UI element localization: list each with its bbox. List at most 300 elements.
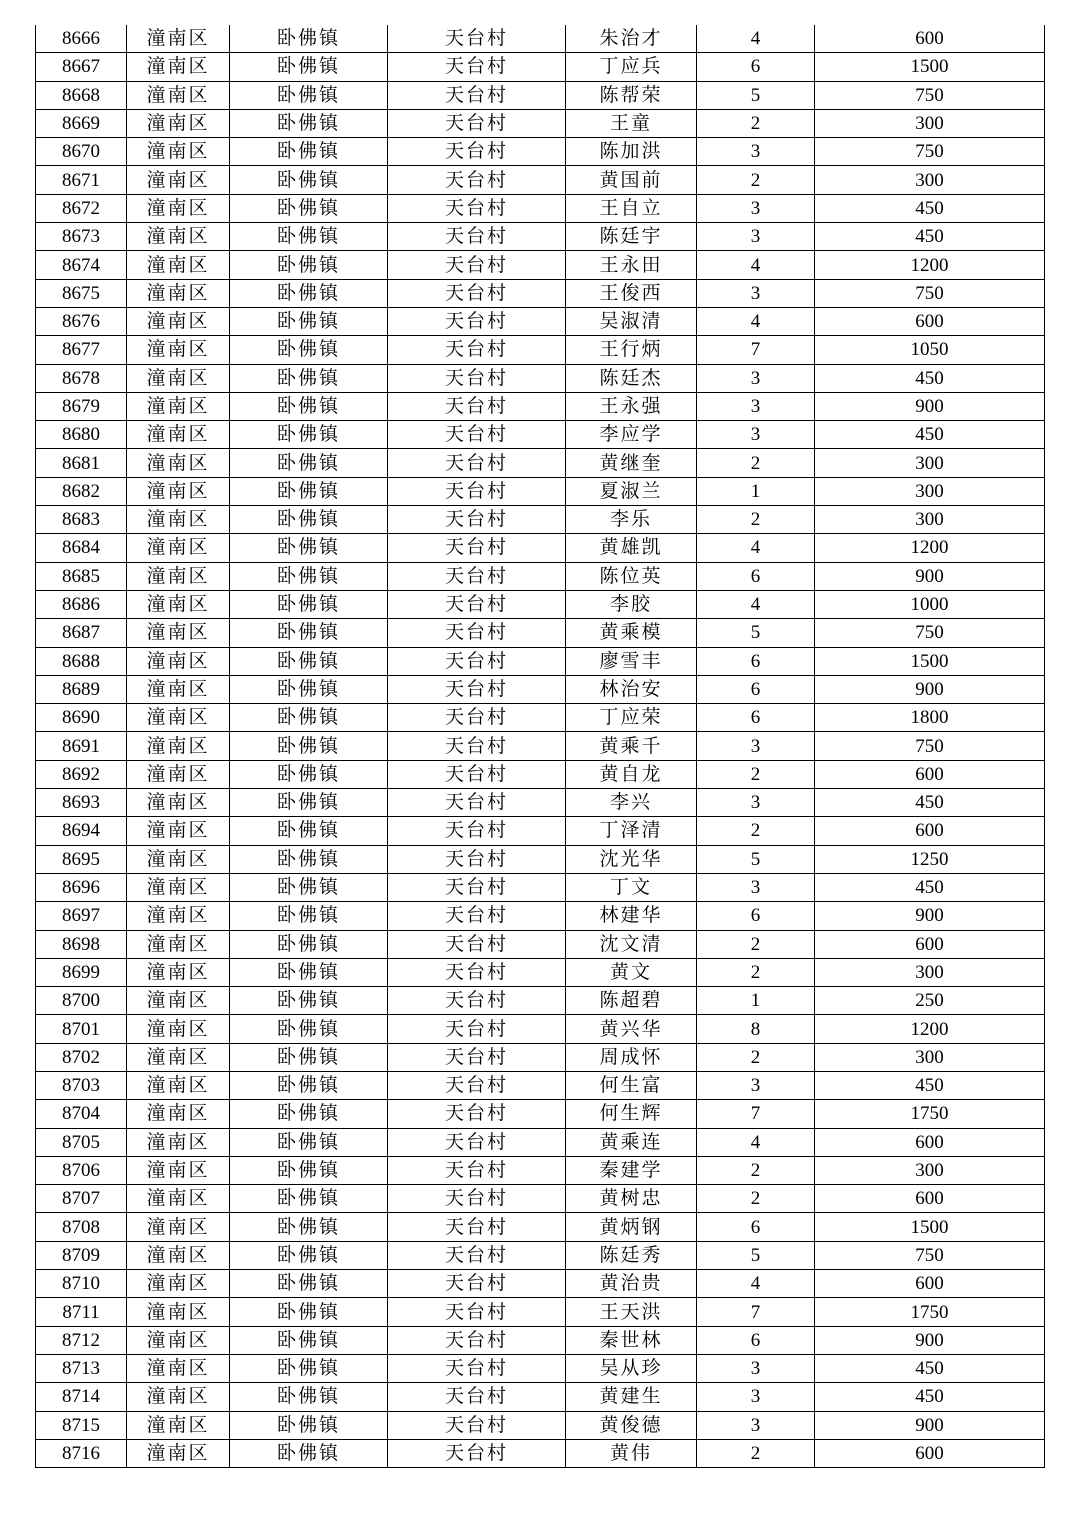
town-cell: 卧佛镇 [230, 647, 388, 675]
table-row [36, 25, 1045, 53]
amount-cell: 1250 [815, 845, 1045, 873]
district-cell: 潼南区 [127, 902, 230, 930]
town-cell: 卧佛镇 [230, 421, 388, 449]
table-row [36, 364, 1045, 392]
town-cell: 卧佛镇 [230, 1411, 388, 1439]
name-cell: 黄炳钢 [566, 1213, 697, 1241]
row-number-cell: 8713 [36, 1354, 127, 1382]
amount-cell: 900 [815, 1411, 1045, 1439]
name-cell: 沈光华 [566, 845, 697, 873]
row-number-cell: 8668 [36, 81, 127, 109]
amount-cell: 750 [815, 81, 1045, 109]
village-cell: 天台村 [388, 1270, 566, 1298]
town-cell: 卧佛镇 [230, 1270, 388, 1298]
town-cell: 卧佛镇 [230, 1156, 388, 1184]
district-cell: 潼南区 [127, 279, 230, 307]
household-size-cell: 3 [697, 1071, 815, 1099]
town-cell: 卧佛镇 [230, 704, 388, 732]
amount-cell: 900 [815, 675, 1045, 703]
household-size-cell: 6 [697, 1326, 815, 1354]
district-cell: 潼南区 [127, 675, 230, 703]
town-cell: 卧佛镇 [230, 194, 388, 222]
name-cell: 王自立 [566, 194, 697, 222]
household-size-cell: 7 [697, 336, 815, 364]
table-row [36, 1100, 1045, 1128]
village-cell: 天台村 [388, 1185, 566, 1213]
district-cell: 潼南区 [127, 1156, 230, 1184]
amount-cell: 300 [815, 1043, 1045, 1071]
village-cell: 天台村 [388, 1213, 566, 1241]
district-cell: 潼南区 [127, 590, 230, 618]
row-number-cell: 8674 [36, 251, 127, 279]
district-cell: 潼南区 [127, 817, 230, 845]
amount-cell: 1500 [815, 53, 1045, 81]
amount-cell: 1500 [815, 647, 1045, 675]
name-cell: 黄伟 [566, 1439, 697, 1467]
row-number-cell: 8696 [36, 873, 127, 901]
table-row [36, 81, 1045, 109]
name-cell: 丁应兵 [566, 53, 697, 81]
table-row [36, 704, 1045, 732]
village-cell: 天台村 [388, 1043, 566, 1071]
town-cell: 卧佛镇 [230, 1071, 388, 1099]
amount-cell: 300 [815, 477, 1045, 505]
village-cell: 天台村 [388, 1383, 566, 1411]
town-cell: 卧佛镇 [230, 562, 388, 590]
amount-cell: 300 [815, 449, 1045, 477]
row-number-cell: 8710 [36, 1270, 127, 1298]
table-row [36, 562, 1045, 590]
village-cell: 天台村 [388, 590, 566, 618]
row-number-cell: 8692 [36, 760, 127, 788]
town-cell: 卧佛镇 [230, 307, 388, 335]
amount-cell: 1750 [815, 1100, 1045, 1128]
name-cell: 黄自龙 [566, 760, 697, 788]
table-row [36, 1185, 1045, 1213]
household-size-cell: 8 [697, 1015, 815, 1043]
amount-cell: 750 [815, 619, 1045, 647]
household-size-cell: 3 [697, 392, 815, 420]
row-number-cell: 8686 [36, 590, 127, 618]
name-cell: 周成怀 [566, 1043, 697, 1071]
table-row [36, 421, 1045, 449]
name-cell: 夏淑兰 [566, 477, 697, 505]
village-cell: 天台村 [388, 958, 566, 986]
household-size-cell: 6 [697, 647, 815, 675]
table-row [36, 675, 1045, 703]
row-number-cell: 8702 [36, 1043, 127, 1071]
table-row [36, 1439, 1045, 1467]
town-cell: 卧佛镇 [230, 987, 388, 1015]
name-cell: 廖雪丰 [566, 647, 697, 675]
table-row [36, 251, 1045, 279]
village-cell: 天台村 [388, 817, 566, 845]
village-cell: 天台村 [388, 1411, 566, 1439]
row-number-cell: 8680 [36, 421, 127, 449]
name-cell: 陈超碧 [566, 987, 697, 1015]
amount-cell: 1500 [815, 1213, 1045, 1241]
district-cell: 潼南区 [127, 336, 230, 364]
name-cell: 王俊西 [566, 279, 697, 307]
household-size-cell: 4 [697, 590, 815, 618]
row-number-cell: 8675 [36, 279, 127, 307]
name-cell: 王天洪 [566, 1298, 697, 1326]
district-cell: 潼南区 [127, 732, 230, 760]
amount-cell: 1800 [815, 704, 1045, 732]
row-number-cell: 8701 [36, 1015, 127, 1043]
town-cell: 卧佛镇 [230, 279, 388, 307]
household-size-cell: 3 [697, 194, 815, 222]
town-cell: 卧佛镇 [230, 336, 388, 364]
district-cell: 潼南区 [127, 449, 230, 477]
row-number-cell: 8690 [36, 704, 127, 732]
amount-cell: 600 [815, 1128, 1045, 1156]
town-cell: 卧佛镇 [230, 873, 388, 901]
row-number-cell: 8670 [36, 138, 127, 166]
household-size-cell: 4 [697, 25, 815, 53]
name-cell: 李兴 [566, 789, 697, 817]
name-cell: 丁应荣 [566, 704, 697, 732]
table-row [36, 1241, 1045, 1269]
table-row [36, 732, 1045, 760]
name-cell: 王永强 [566, 392, 697, 420]
district-cell: 潼南区 [127, 619, 230, 647]
household-size-cell: 4 [697, 251, 815, 279]
amount-cell: 450 [815, 223, 1045, 251]
town-cell: 卧佛镇 [230, 619, 388, 647]
row-number-cell: 8676 [36, 307, 127, 335]
village-cell: 天台村 [388, 562, 566, 590]
village-cell: 天台村 [388, 1015, 566, 1043]
table-row [36, 279, 1045, 307]
name-cell: 王行炳 [566, 336, 697, 364]
village-cell: 天台村 [388, 534, 566, 562]
amount-cell: 450 [815, 1383, 1045, 1411]
village-cell: 天台村 [388, 109, 566, 137]
table-row [36, 789, 1045, 817]
name-cell: 黄乘模 [566, 619, 697, 647]
name-cell: 林治安 [566, 675, 697, 703]
row-number-cell: 8706 [36, 1156, 127, 1184]
name-cell: 秦世林 [566, 1326, 697, 1354]
name-cell: 丁泽清 [566, 817, 697, 845]
household-size-cell: 3 [697, 1383, 815, 1411]
household-size-cell: 2 [697, 1185, 815, 1213]
district-cell: 潼南区 [127, 704, 230, 732]
household-size-cell: 3 [697, 1354, 815, 1382]
district-cell: 潼南区 [127, 534, 230, 562]
row-number-cell: 8683 [36, 506, 127, 534]
town-cell: 卧佛镇 [230, 109, 388, 137]
district-cell: 潼南区 [127, 1326, 230, 1354]
village-cell: 天台村 [388, 279, 566, 307]
amount-cell: 750 [815, 138, 1045, 166]
name-cell: 何生辉 [566, 1100, 697, 1128]
table-row [36, 166, 1045, 194]
row-number-cell: 8678 [36, 364, 127, 392]
row-number-cell: 8679 [36, 392, 127, 420]
household-size-cell: 3 [697, 873, 815, 901]
village-cell: 天台村 [388, 81, 566, 109]
district-cell: 潼南区 [127, 789, 230, 817]
amount-cell: 300 [815, 1156, 1045, 1184]
household-size-cell: 3 [697, 421, 815, 449]
row-number-cell: 8688 [36, 647, 127, 675]
household-size-cell: 6 [697, 53, 815, 81]
household-size-cell: 1 [697, 987, 815, 1015]
row-number-cell: 8671 [36, 166, 127, 194]
name-cell: 王永田 [566, 251, 697, 279]
village-cell: 天台村 [388, 732, 566, 760]
household-size-cell: 4 [697, 1128, 815, 1156]
row-number-cell: 8695 [36, 845, 127, 873]
district-cell: 潼南区 [127, 477, 230, 505]
household-size-cell: 6 [697, 902, 815, 930]
row-number-cell: 8703 [36, 1071, 127, 1099]
amount-cell: 600 [815, 1439, 1045, 1467]
row-number-cell: 8697 [36, 902, 127, 930]
table-row [36, 958, 1045, 986]
table-row [36, 109, 1045, 137]
table-row [36, 392, 1045, 420]
table-row [36, 477, 1045, 505]
town-cell: 卧佛镇 [230, 1043, 388, 1071]
village-cell: 天台村 [388, 930, 566, 958]
village-cell: 天台村 [388, 1128, 566, 1156]
village-cell: 天台村 [388, 1354, 566, 1382]
row-number-cell: 8708 [36, 1213, 127, 1241]
town-cell: 卧佛镇 [230, 53, 388, 81]
amount-cell: 900 [815, 1326, 1045, 1354]
village-cell: 天台村 [388, 760, 566, 788]
village-cell: 天台村 [388, 1241, 566, 1269]
district-cell: 潼南区 [127, 1241, 230, 1269]
village-cell: 天台村 [388, 307, 566, 335]
amount-cell: 600 [815, 760, 1045, 788]
district-cell: 潼南区 [127, 1128, 230, 1156]
amount-cell: 1200 [815, 251, 1045, 279]
town-cell: 卧佛镇 [230, 25, 388, 53]
district-cell: 潼南区 [127, 1185, 230, 1213]
district-cell: 潼南区 [127, 138, 230, 166]
table-row [36, 987, 1045, 1015]
table-row [36, 817, 1045, 845]
row-number-cell: 8673 [36, 223, 127, 251]
table-row [36, 307, 1045, 335]
amount-cell: 450 [815, 1354, 1045, 1382]
name-cell: 黄建生 [566, 1383, 697, 1411]
household-size-cell: 5 [697, 619, 815, 647]
household-size-cell: 3 [697, 789, 815, 817]
row-number-cell: 8669 [36, 109, 127, 137]
name-cell: 李胶 [566, 590, 697, 618]
table-row [36, 647, 1045, 675]
district-cell: 潼南区 [127, 1100, 230, 1128]
district-cell: 潼南区 [127, 1298, 230, 1326]
village-cell: 天台村 [388, 789, 566, 817]
village-cell: 天台村 [388, 477, 566, 505]
row-number-cell: 8672 [36, 194, 127, 222]
town-cell: 卧佛镇 [230, 1015, 388, 1043]
table-row [36, 194, 1045, 222]
village-cell: 天台村 [388, 138, 566, 166]
village-cell: 天台村 [388, 25, 566, 53]
village-cell: 天台村 [388, 675, 566, 703]
table-row [36, 1270, 1045, 1298]
district-cell: 潼南区 [127, 166, 230, 194]
town-cell: 卧佛镇 [230, 506, 388, 534]
amount-cell: 900 [815, 902, 1045, 930]
household-size-cell: 3 [697, 732, 815, 760]
district-cell: 潼南区 [127, 25, 230, 53]
row-number-cell: 8666 [36, 25, 127, 53]
row-number-cell: 8698 [36, 930, 127, 958]
village-cell: 天台村 [388, 194, 566, 222]
town-cell: 卧佛镇 [230, 1100, 388, 1128]
household-size-cell: 2 [697, 760, 815, 788]
name-cell: 黄雄凯 [566, 534, 697, 562]
name-cell: 黄兴华 [566, 1015, 697, 1043]
town-cell: 卧佛镇 [230, 930, 388, 958]
town-cell: 卧佛镇 [230, 732, 388, 760]
household-size-cell: 6 [697, 675, 815, 703]
village-cell: 天台村 [388, 364, 566, 392]
household-size-cell: 2 [697, 109, 815, 137]
town-cell: 卧佛镇 [230, 902, 388, 930]
table-row [36, 1326, 1045, 1354]
amount-cell: 600 [815, 1270, 1045, 1298]
household-size-cell: 2 [697, 1043, 815, 1071]
household-size-cell: 3 [697, 279, 815, 307]
town-cell: 卧佛镇 [230, 251, 388, 279]
village-cell: 天台村 [388, 506, 566, 534]
amount-cell: 750 [815, 1241, 1045, 1269]
row-number-cell: 8694 [36, 817, 127, 845]
household-size-cell: 3 [697, 1411, 815, 1439]
table-row [36, 223, 1045, 251]
district-cell: 潼南区 [127, 194, 230, 222]
village-cell: 天台村 [388, 619, 566, 647]
row-number-cell: 8700 [36, 987, 127, 1015]
table-row [36, 873, 1045, 901]
row-number-cell: 8681 [36, 449, 127, 477]
household-size-cell: 2 [697, 449, 815, 477]
household-size-cell: 7 [697, 1298, 815, 1326]
table-row [36, 1156, 1045, 1184]
village-cell: 天台村 [388, 845, 566, 873]
amount-cell: 1000 [815, 590, 1045, 618]
amount-cell: 600 [815, 1185, 1045, 1213]
row-number-cell: 8711 [36, 1298, 127, 1326]
name-cell: 吴从珍 [566, 1354, 697, 1382]
household-size-cell: 4 [697, 534, 815, 562]
town-cell: 卧佛镇 [230, 1354, 388, 1382]
household-size-cell: 2 [697, 817, 815, 845]
name-cell: 黄俊德 [566, 1411, 697, 1439]
table-row [36, 1298, 1045, 1326]
village-cell: 天台村 [388, 873, 566, 901]
district-cell: 潼南区 [127, 1043, 230, 1071]
table-row [36, 1071, 1045, 1099]
town-cell: 卧佛镇 [230, 1439, 388, 1467]
name-cell: 陈廷杰 [566, 364, 697, 392]
district-cell: 潼南区 [127, 1383, 230, 1411]
name-cell: 黄乘连 [566, 1128, 697, 1156]
amount-cell: 1200 [815, 1015, 1045, 1043]
village-cell: 天台村 [388, 902, 566, 930]
town-cell: 卧佛镇 [230, 477, 388, 505]
household-size-cell: 6 [697, 704, 815, 732]
row-number-cell: 8712 [36, 1326, 127, 1354]
town-cell: 卧佛镇 [230, 1241, 388, 1269]
town-cell: 卧佛镇 [230, 81, 388, 109]
table-row [36, 1043, 1045, 1071]
town-cell: 卧佛镇 [230, 138, 388, 166]
town-cell: 卧佛镇 [230, 1298, 388, 1326]
village-cell: 天台村 [388, 421, 566, 449]
village-cell: 天台村 [388, 1071, 566, 1099]
district-cell: 潼南区 [127, 1439, 230, 1467]
amount-cell: 900 [815, 392, 1045, 420]
district-cell: 潼南区 [127, 392, 230, 420]
row-number-cell: 8699 [36, 958, 127, 986]
town-cell: 卧佛镇 [230, 1326, 388, 1354]
name-cell: 黄文 [566, 958, 697, 986]
village-cell: 天台村 [388, 647, 566, 675]
row-number-cell: 8682 [36, 477, 127, 505]
district-cell: 潼南区 [127, 506, 230, 534]
household-size-cell: 4 [697, 307, 815, 335]
table-row [36, 619, 1045, 647]
amount-cell: 450 [815, 789, 1045, 817]
roster-body [36, 25, 1045, 1468]
row-number-cell: 8715 [36, 1411, 127, 1439]
row-number-cell: 8685 [36, 562, 127, 590]
village-cell: 天台村 [388, 1156, 566, 1184]
name-cell: 何生富 [566, 1071, 697, 1099]
amount-cell: 300 [815, 506, 1045, 534]
name-cell: 朱治才 [566, 25, 697, 53]
table-row [36, 1354, 1045, 1382]
row-number-cell: 8684 [36, 534, 127, 562]
name-cell: 秦建学 [566, 1156, 697, 1184]
household-size-cell: 2 [697, 930, 815, 958]
town-cell: 卧佛镇 [230, 1383, 388, 1411]
amount-cell: 450 [815, 194, 1045, 222]
amount-cell: 600 [815, 817, 1045, 845]
table-row [36, 760, 1045, 788]
name-cell: 王童 [566, 109, 697, 137]
household-size-cell: 5 [697, 845, 815, 873]
household-size-cell: 1 [697, 477, 815, 505]
name-cell: 黄树忠 [566, 1185, 697, 1213]
town-cell: 卧佛镇 [230, 1128, 388, 1156]
district-cell: 潼南区 [127, 1411, 230, 1439]
table-row [36, 53, 1045, 81]
table-row [36, 1383, 1045, 1411]
town-cell: 卧佛镇 [230, 364, 388, 392]
amount-cell: 1750 [815, 1298, 1045, 1326]
table-row [36, 138, 1045, 166]
village-cell: 天台村 [388, 987, 566, 1015]
amount-cell: 750 [815, 279, 1045, 307]
amount-cell: 300 [815, 958, 1045, 986]
household-size-cell: 5 [697, 1241, 815, 1269]
district-cell: 潼南区 [127, 1213, 230, 1241]
household-size-cell: 7 [697, 1100, 815, 1128]
village-cell: 天台村 [388, 223, 566, 251]
village-cell: 天台村 [388, 392, 566, 420]
